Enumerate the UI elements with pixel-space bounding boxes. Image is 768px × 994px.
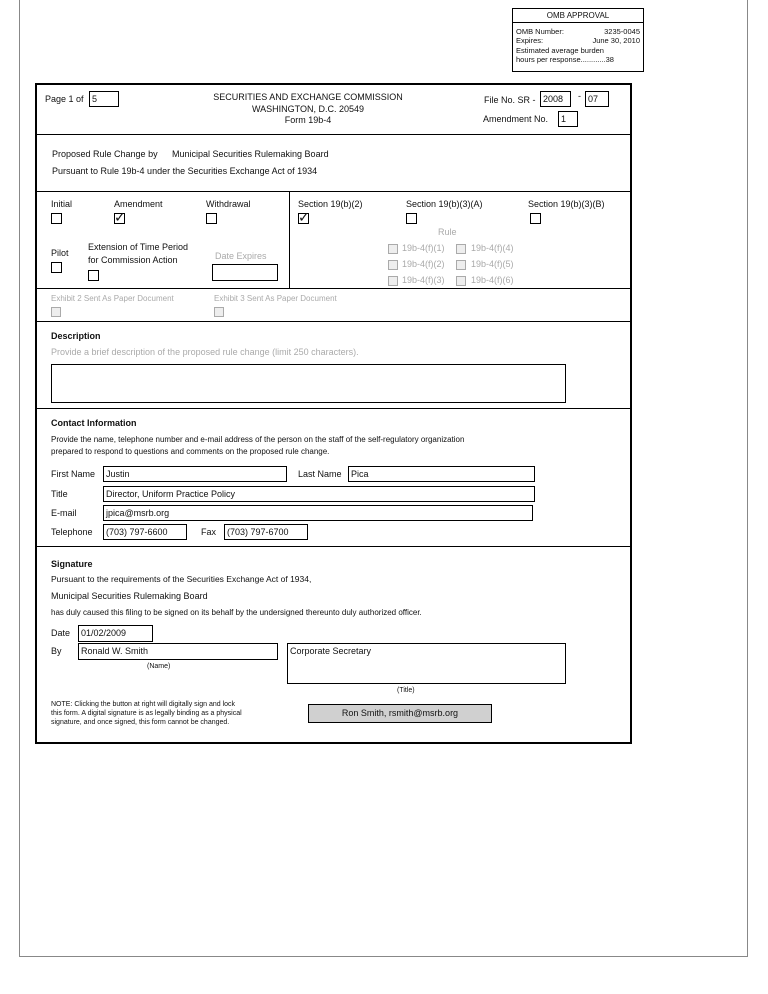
contact-heading: Contact Information bbox=[51, 418, 137, 428]
page-label: Page 1 of bbox=[45, 94, 84, 104]
pilot-label: Pilot bbox=[51, 248, 69, 258]
fax-field[interactable]: (703) 797-6700 bbox=[224, 524, 308, 540]
last-name-label: Last Name bbox=[298, 469, 342, 479]
signature-pursuant: Pursuant to the requirements of the Securities Exchange Act of 1934, bbox=[51, 574, 312, 584]
section-19b3a-checkbox[interactable] bbox=[406, 213, 417, 224]
contact-section bbox=[37, 409, 630, 547]
omb-expires-label: Expires: bbox=[516, 36, 544, 46]
extension-label-line1: Extension of Time Period bbox=[88, 242, 189, 252]
exhibit3-label: Exhibit 3 Sent As Paper Document bbox=[214, 294, 337, 303]
exhibit3-checkbox[interactable] bbox=[214, 307, 224, 317]
file-year-field[interactable]: 2008 bbox=[540, 91, 571, 107]
rule-f5-label: 19b-4(f)(5) bbox=[471, 259, 514, 269]
signature-date-field[interactable]: 01/02/2009 bbox=[78, 625, 153, 642]
title-caption: (Title) bbox=[397, 687, 415, 694]
first-name-field[interactable]: Justin bbox=[103, 466, 287, 482]
omb-title: OMB APPROVAL bbox=[513, 9, 643, 23]
rule-f4-label: 19b-4(f)(4) bbox=[471, 243, 514, 253]
form-19b4 bbox=[35, 83, 632, 744]
rule-f2-checkbox[interactable] bbox=[388, 260, 398, 270]
exhibits-section bbox=[37, 289, 630, 322]
description-heading: Description bbox=[51, 331, 101, 341]
description-instruction: Provide a brief description of the proposed rule change (limit 250 characters). bbox=[51, 347, 359, 357]
omb-approval-box bbox=[512, 8, 644, 72]
signature-heading: Signature bbox=[51, 559, 93, 569]
amendment-label: Amendment No. bbox=[483, 114, 549, 124]
date-expires-field[interactable] bbox=[212, 264, 278, 281]
email-label: E-mail bbox=[51, 508, 77, 518]
telephone-field[interactable]: (703) 797-6600 bbox=[103, 524, 187, 540]
by-label: By bbox=[51, 646, 62, 656]
agency-name: SECURITIES AND EXCHANGE COMMISSION bbox=[213, 92, 403, 102]
file-seq-field[interactable]: 07 bbox=[585, 91, 609, 107]
sign-note-line1: NOTE: Clicking the button at right will digitally sign and lock bbox=[51, 701, 236, 708]
amendment-number-field[interactable]: 1 bbox=[558, 111, 578, 127]
date-expires-label: Date Expires bbox=[215, 251, 267, 261]
form-name: Form 19b-4 bbox=[284, 115, 332, 125]
rule-f4-checkbox[interactable] bbox=[456, 244, 466, 254]
sign-note-line3: signature, and once signed, this form cannot be changed. bbox=[51, 719, 230, 726]
file-dash: - bbox=[578, 91, 581, 101]
rule-f6-checkbox[interactable] bbox=[456, 276, 466, 286]
page-total-field[interactable]: 5 bbox=[89, 91, 119, 107]
section-19b3b-checkbox[interactable] bbox=[530, 213, 541, 224]
section-19b2-label: Section 19(b)(2) bbox=[298, 199, 363, 209]
fax-label: Fax bbox=[201, 527, 217, 537]
contact-instruction-line2: prepared to respond to questions and comments on the proposed rule change. bbox=[51, 447, 330, 456]
section-19b3b-label: Section 19(b)(3)(B) bbox=[528, 199, 605, 209]
exhibit2-checkbox[interactable] bbox=[51, 307, 61, 317]
signature-org: Municipal Securities Rulemaking Board bbox=[51, 591, 208, 601]
last-name-field[interactable]: Pica bbox=[348, 466, 535, 482]
telephone-label: Telephone bbox=[51, 527, 93, 537]
header-section bbox=[37, 85, 630, 135]
pilot-checkbox[interactable] bbox=[51, 262, 62, 273]
rule-f3-checkbox[interactable] bbox=[388, 276, 398, 286]
title-label: Title bbox=[51, 489, 68, 499]
form-page bbox=[19, 0, 748, 957]
amendment-type-label: Amendment bbox=[114, 199, 163, 209]
rule-f3-label: 19b-4(f)(3) bbox=[402, 275, 445, 285]
section-19b3a-label: Section 19(b)(3)(A) bbox=[406, 199, 483, 209]
description-field[interactable] bbox=[51, 364, 566, 403]
amendment-checkbox[interactable] bbox=[114, 209, 126, 225]
rule-f1-label: 19b-4(f)(1) bbox=[402, 243, 445, 253]
omb-burden-line1: Estimated average burden bbox=[516, 45, 604, 55]
file-number-label: File No. SR - bbox=[484, 95, 536, 105]
checkmark-icon: ✓ bbox=[114, 209, 126, 225]
agency-city: WASHINGTON, D.C. 20549 bbox=[251, 103, 365, 114]
proposed-by-label: Proposed Rule Change by bbox=[52, 149, 158, 159]
section-19b2-checkbox[interactable] bbox=[298, 209, 310, 225]
omb-expires: June 30, 2010 bbox=[592, 36, 640, 46]
initial-label: Initial bbox=[51, 199, 73, 209]
contact-instruction-line1: Provide the name, telephone number and e-mail address of the person on the staff of the self-regulatory organization bbox=[51, 435, 465, 444]
digital-sign-button[interactable]: Ron Smith, rsmith@msrb.org bbox=[308, 704, 492, 723]
proposal-section bbox=[37, 135, 630, 192]
withdrawal-checkbox[interactable] bbox=[206, 213, 217, 224]
signer-name-field[interactable]: Ronald W. Smith bbox=[78, 643, 278, 660]
rule-f5-checkbox[interactable] bbox=[456, 260, 466, 270]
pursuant-text: Pursuant to Rule 19b-4 under the Securities Exchange Act of 1934 bbox=[52, 166, 318, 176]
checkmark-icon: ✓ bbox=[298, 209, 310, 225]
rule-f6-label: 19b-4(f)(6) bbox=[471, 275, 514, 285]
first-name-label: First Name bbox=[51, 469, 96, 479]
section-divider bbox=[289, 192, 290, 288]
date-label: Date bbox=[51, 628, 71, 638]
exhibit2-label: Exhibit 2 Sent As Paper Document bbox=[51, 294, 174, 303]
rule-f2-label: 19b-4(f)(2) bbox=[402, 259, 445, 269]
omb-number: 3235-0045 bbox=[604, 27, 640, 36]
signer-title-field[interactable]: Corporate Secretary bbox=[287, 643, 566, 684]
omb-burden-line2: hours per response............38 bbox=[516, 54, 614, 64]
name-caption: (Name) bbox=[147, 663, 171, 670]
sign-note-line2: this form. A digital signature is as legally binding as a physical bbox=[51, 710, 242, 717]
initial-checkbox[interactable] bbox=[51, 213, 62, 224]
description-section bbox=[37, 322, 630, 409]
signature-section bbox=[37, 547, 630, 742]
extension-label-line2: for Commission Action bbox=[88, 255, 178, 265]
email-field[interactable]: jpica@msrb.org bbox=[103, 505, 533, 521]
withdrawal-label: Withdrawal bbox=[206, 199, 251, 209]
filing-type-section bbox=[37, 192, 630, 289]
omb-number-label: OMB Number: bbox=[516, 27, 564, 36]
rule-f1-checkbox[interactable] bbox=[388, 244, 398, 254]
title-field[interactable]: Director, Uniform Practice Policy bbox=[103, 486, 535, 502]
extension-checkbox[interactable] bbox=[88, 270, 99, 281]
proposed-by-org: Municipal Securities Rulemaking Board bbox=[172, 149, 329, 159]
rule-label: Rule bbox=[438, 227, 457, 237]
signature-caused: has duly caused this filing to be signed on its behalf by the undersigned thereunto duly authorized officer. bbox=[51, 608, 422, 617]
